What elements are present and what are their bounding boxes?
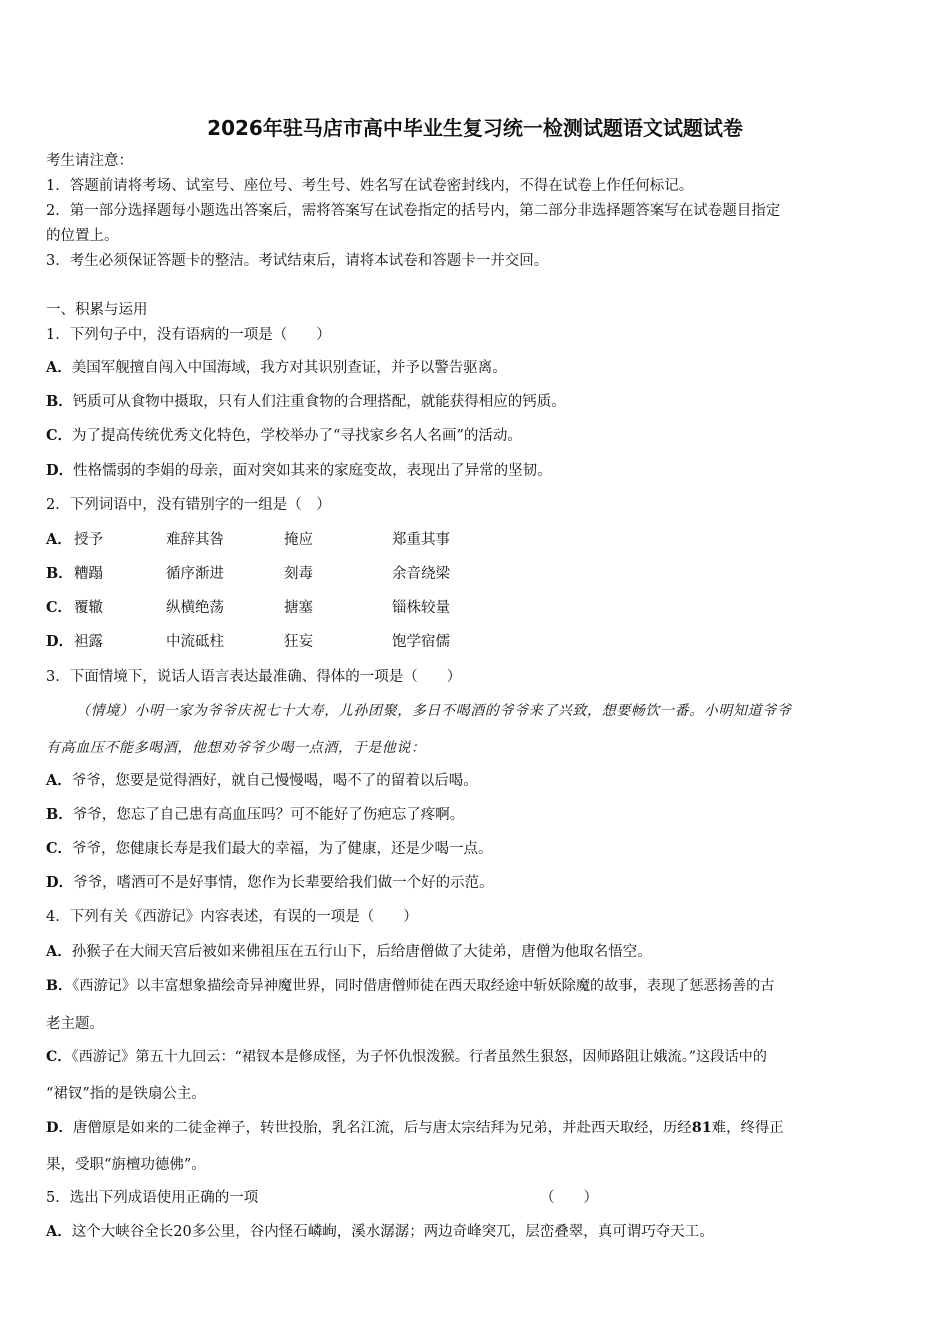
- option-row: [46, 1118, 784, 1138]
- notice-item: 2．第一部分选择题每小题选出答案后，需将答案写在试卷指定的括号内，第二部分非选择题答案写在试卷题目指定: [46, 203, 781, 219]
- question-stem: 5．选出下列成语使用正确的一项: [46, 1190, 259, 1206]
- option-continuation: 果，受职“旃檀功德佛”。: [46, 1157, 206, 1173]
- option-row: [46, 771, 478, 791]
- option-text: 唐僧原是如来的二徒金禅子，转世投胎，乳名江流，后与唐太宗结拜为兄弟，并赴西天取经，历经: [72, 1120, 692, 1136]
- option-row: [46, 1047, 767, 1067]
- option-row: [46, 873, 494, 893]
- option-letter: D．: [46, 1119, 73, 1136]
- option-letter: A．: [46, 359, 72, 376]
- option-text: 爷爷，您忘了自己患有高血压吗？可不能好了伤疤忘了疼啊。: [72, 807, 465, 823]
- option-row: [46, 358, 507, 378]
- option-text: 爷爷，您要是觉得酒好，就自己慢慢喝，喝不了的留着以后喝。: [71, 773, 478, 789]
- option-row: [46, 1222, 714, 1242]
- word-cell: 覆辙: [74, 600, 103, 616]
- option-text: 钙质可从食物中摄取，只有人们注重食物的合理搭配，就能获得相应的钙质。: [72, 394, 566, 410]
- option-row: [46, 976, 774, 996]
- notice-item: 1．答题前请将考场、试室号、座位号、考生号、姓名写在试卷密封线内，不得在试卷上作任何标记。: [46, 178, 694, 194]
- page-title: 2026年驻马店市高中毕业生复习统一检测试题语文试题试卷: [207, 116, 743, 140]
- word-cell: 循序渐进: [166, 566, 224, 582]
- option-number: 20: [173, 1224, 192, 1240]
- word-cell: 掩应: [284, 532, 313, 548]
- word-cell: 郑重其事: [392, 532, 450, 548]
- option-row: [46, 461, 552, 481]
- option-letter: D．: [46, 874, 74, 891]
- option-text: 《西游记》以丰富想象描绘奇异神魔世界，同时借唐僧师徒在西天取经途中斩妖除魔的故事，表现了惩恶扬善的古: [72, 978, 775, 994]
- notice-item: 的位置上。: [46, 228, 119, 244]
- option-letter: A．: [46, 1223, 72, 1240]
- word-cell: 授予: [74, 532, 103, 548]
- option-text: 为了提高传统优秀文化特色，学校举办了“寻找家乡名人名画”的活动。: [72, 428, 522, 444]
- context-text: （情境）小明一家为爷爷庆祝七十大寿，儿孙团聚，多日不喝酒的爷爷来了兴致，想要畅饮一番。小明知道爷爷: [76, 703, 792, 719]
- context-text: 有高血压不能多喝酒，他想劝爷爷少喝一点酒，于是他说：: [46, 740, 426, 756]
- word-cell: 饱学宿儒: [392, 634, 450, 650]
- option-text: 这个大峡谷全长: [71, 1224, 174, 1240]
- word-cell: 纵横绝荡: [166, 600, 224, 616]
- option-letter: B．: [46, 565, 73, 582]
- option-row: [46, 942, 652, 962]
- option-text: 美国军舰擅自闯入中国海域，我方对其识别查证，并予以警告驱离。: [71, 360, 507, 376]
- option-letter: B．: [46, 978, 73, 994]
- option-letter: C．: [46, 1049, 72, 1065]
- option-letter: B．: [46, 393, 73, 410]
- option-text: 多公里，谷内怪石嶙峋，溪水潺潺；两边奇峰突兀，层峦叠翠，真可谓巧夺天工。: [191, 1224, 714, 1240]
- question-stem: 1．下列句子中，没有语病的一项是（ ）: [46, 327, 331, 343]
- word-cell: 袒露: [74, 634, 103, 650]
- option-letter: C．: [46, 427, 73, 444]
- word-cell: 狂妄: [284, 634, 313, 650]
- notice-item: 3．考生必须保证答题卡的整洁。考试结束后，请将本试卷和答题卡一并交回。: [46, 253, 549, 269]
- option-row: [46, 839, 493, 859]
- notice-heading: 考生请注意：: [46, 153, 133, 169]
- option-letter: A．: [46, 531, 72, 548]
- option-text: 爷爷，嗜酒可不是好事情，您作为长辈要给我们做一个好的示范。: [73, 875, 494, 891]
- option-text: 难，终得正: [711, 1120, 784, 1136]
- option-letter: D．: [46, 462, 74, 479]
- option-letter: C．: [46, 840, 73, 857]
- option-text: 爷爷，您健康长寿是我们最大的幸福，为了健康，还是少喝一点。: [72, 841, 493, 857]
- section-heading: 一、积累与运用: [46, 302, 148, 318]
- word-cell: 搪塞: [284, 600, 313, 616]
- option-row: [46, 392, 566, 412]
- option-continuation: “裙钗”指的是铁扇公主。: [46, 1086, 206, 1102]
- option-text: 孙猴子在大闹天宫后被如来佛祖压在五行山下，后给唐僧做了大徒弟，唐僧为他取名悟空。: [71, 944, 652, 960]
- option-text: 《西游记》第五十九回云：“裙钗本是修成怪，为子怀仇恨泼猴。行者虽然生狠怒，因师路阻让娥流。”这段话中的: [71, 1049, 767, 1065]
- option-letter: D．: [46, 633, 74, 650]
- option-letter: B．: [46, 806, 73, 823]
- word-cell: 锱株较量: [392, 600, 450, 616]
- word-cell: 刻毒: [284, 566, 313, 582]
- word-cell: 中流砥柱: [166, 634, 224, 650]
- question-stem: 4．下列有关《西游记》内容表述，有误的一项是（ ）: [46, 909, 418, 925]
- option-text: 性格懦弱的李娟的母亲，面对突如其来的家庭变故，表现出了异常的坚韧。: [73, 463, 552, 479]
- option-letter: A．: [46, 772, 72, 789]
- answer-bracket: （ ）: [540, 1190, 598, 1206]
- option-letter: A．: [46, 943, 72, 960]
- word-cell: 难辞其咎: [166, 532, 224, 548]
- question-stem: 3．下面情境下，说话人语言表达最准确、得体的一项是（ ）: [46, 669, 462, 685]
- option-letter: C．: [46, 599, 73, 616]
- option-number: 81: [691, 1119, 712, 1136]
- option-row: [46, 426, 522, 446]
- word-cell: 糟蹋: [74, 566, 103, 582]
- question-stem: 2．下列词语中，没有错别字的一组是（ ）: [46, 497, 331, 513]
- word-cell: 余音绕梁: [392, 566, 450, 582]
- option-continuation: 老主题。: [46, 1016, 104, 1032]
- option-row: [46, 805, 464, 825]
